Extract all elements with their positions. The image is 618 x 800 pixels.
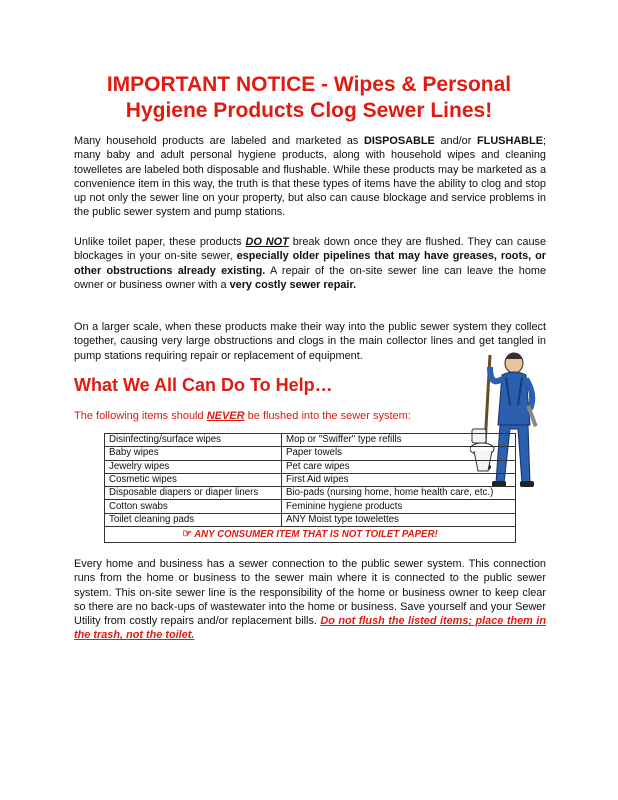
paragraph-toilet-paper — [74, 235, 546, 292]
para2-text-c: A repair of the on-site sewer line can leave the home owner or business owner with a — [74, 264, 547, 291]
item-cell-right: Paper towels — [282, 447, 516, 460]
table-row — [105, 513, 516, 526]
item-cell-right: Feminine hygiene products — [282, 500, 516, 513]
title-line-1: IMPORTANT NOTICE - Wipes & Personal — [106, 73, 512, 96]
item-cell-right: Mop or "Swiffer" type refills — [282, 434, 516, 447]
disposable-emphasis: DISPOSABLE — [363, 135, 435, 147]
never-flush-intro — [74, 410, 411, 422]
section-heading: What We All Can Do To Help… — [74, 375, 333, 395]
item-cell-left: Jewelry wipes — [105, 460, 282, 473]
table-footer-row — [105, 527, 516, 543]
paragraph-sewer-connection — [74, 557, 546, 643]
table-row — [105, 460, 516, 473]
do-not-flush-warning: Do not flush the listed items; place them in the trash, not the toilet. — [74, 615, 546, 642]
item-cell-left: Cosmetic wipes — [105, 473, 282, 486]
item-cell-right: Pet care wipes — [282, 460, 516, 473]
para1-text-b: and/or — [434, 135, 478, 147]
pointing-hand-icon: ☞ — [182, 528, 193, 541]
page-title — [40, 72, 578, 124]
para1-text-a: Many household products are labeled and marketed as — [74, 135, 364, 147]
table-row — [105, 473, 516, 486]
para1-text-c: ; many baby and adult personal hygiene products, along with household wipes and cleaning towelletes are labeled both disposable and flushable. While these products may be marketed as a convenience item in this way, the truth is that these types of items have the ability to clog and stop up not only the sewer line on your property, but also can cause blockage and service problems in the public sewer system and pump stations. — [74, 135, 546, 219]
table-row — [105, 447, 516, 460]
flushable-emphasis: FLUSHABLE — [477, 135, 543, 147]
para4-text: Every home and business has a sewer connection to the public sewer system. This connection runs from the home or business to the sewer main where it is connected to the public sewer system. This on-site sewer line is the responsibility of the home or business owner to keep clear so there are no back-ups of wastewater into the home or business. Save yourself and your Sewer Utility from costly repairs and/or replacement bills. — [74, 558, 546, 628]
item-cell-left: Cotton swabs — [105, 500, 282, 513]
item-cell-right: Bio-pads (nursing home, home health care, etc.) — [282, 487, 516, 500]
table-row — [105, 487, 516, 500]
item-cell-left: Disposable diapers or diaper liners — [105, 487, 282, 500]
table-footer-text: ANY CONSUMER ITEM THAT IS NOT TOILET PAPER! — [194, 529, 438, 541]
do-not-emphasis: DO NOT — [245, 236, 289, 248]
older-pipelines-emphasis: especially older pipelines that may have greases, roots, or other obstructions already existing. — [74, 250, 546, 277]
intro-text-a: The following items should — [74, 410, 207, 422]
item-cell-right: ANY Moist type towelettes — [282, 513, 516, 526]
paragraph-disposable-products — [74, 134, 546, 220]
items-table-body — [105, 434, 516, 527]
item-cell-left: Toilet cleaning pads — [105, 513, 282, 526]
table-row — [105, 500, 516, 513]
para2-text-b: break down once they are flushed. They can cause blockages in your on-site sewer, — [74, 236, 546, 263]
table-row — [105, 434, 516, 447]
paragraph-larger-scale: On a larger scale, when these products make their way into the public sewer system they collect together, causing very large obstructions and clogs in the main collector lines and get tangled in pump stations requiring repair or replacement of equipment. — [74, 321, 546, 362]
item-cell-left: Disinfecting/surface wipes — [105, 434, 282, 447]
intro-text-b: be flushed into the sewer system: — [244, 410, 411, 422]
never-emphasis: NEVER — [206, 410, 245, 422]
item-cell-right: First Aid wipes — [282, 473, 516, 486]
item-cell-left: Baby wipes — [105, 447, 282, 460]
table-footer-cell — [105, 527, 516, 543]
para2-text-a: Unlike toilet paper, these products — [74, 236, 246, 248]
costly-repair-emphasis: very costly sewer repair. — [229, 278, 357, 291]
never-flush-table — [104, 433, 516, 543]
title-line-2: Hygiene Products Clog Sewer Lines! — [125, 99, 493, 122]
